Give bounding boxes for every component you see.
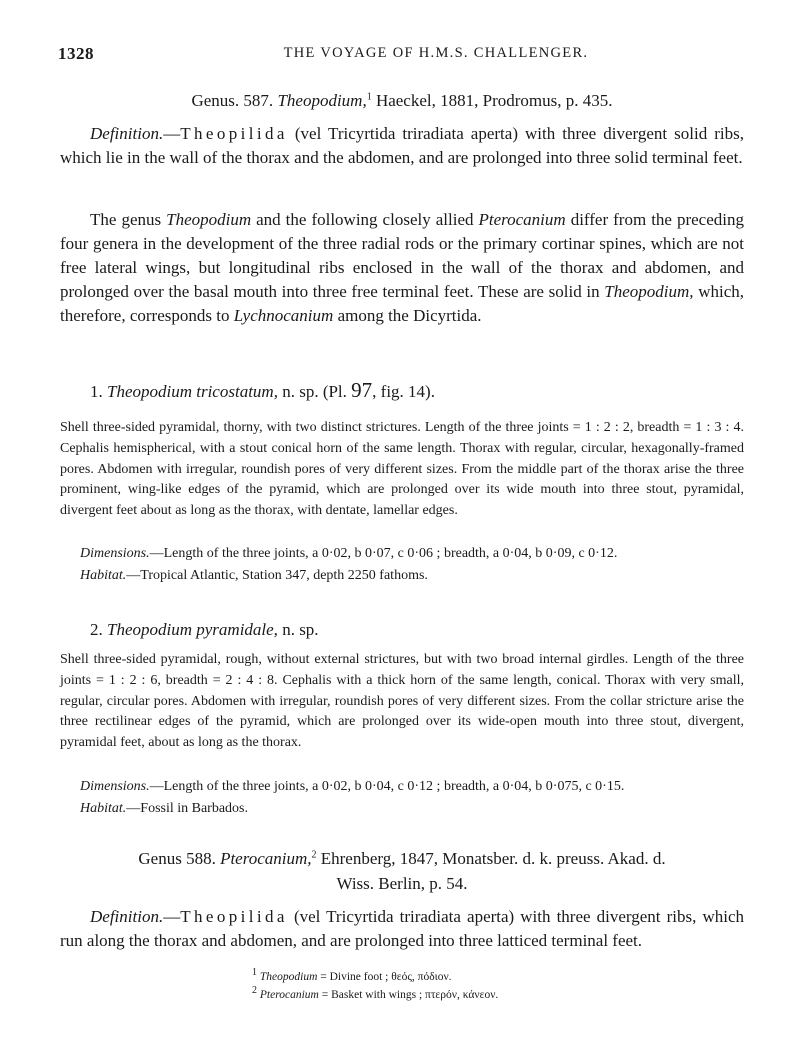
definition-label: Definition. xyxy=(90,907,164,926)
habitat-label: Habitat. xyxy=(80,801,127,816)
footnote-ref-1: 1 xyxy=(366,91,372,103)
footnote-term: Theopodium xyxy=(259,971,318,983)
genus-587-name: Theopodium, xyxy=(277,91,367,110)
genus-588-authority-line2: Wiss. Berlin, p. 54. xyxy=(336,874,468,893)
footnote-2 xyxy=(240,986,680,1004)
footnote-text: = Divine foot ; θεός, πόδιον. xyxy=(317,971,452,983)
footnote-text: = Basket with wings ; πτερόν, κάνεον. xyxy=(318,989,499,1001)
habitat-text: —Fossil in Barbados. xyxy=(126,801,249,816)
dimensions-label: Dimensions. xyxy=(80,779,150,794)
plate-number: 97 xyxy=(351,378,373,402)
discussion-text: among the Dicyrtida. xyxy=(333,306,482,325)
footnote-1 xyxy=(240,968,680,986)
genus-587-heading xyxy=(60,88,744,113)
footnotes xyxy=(240,968,680,1004)
species-1-heading xyxy=(60,378,744,404)
footnote-term: Pterocanium xyxy=(259,989,319,1001)
species-number: 2. xyxy=(90,620,107,639)
species-1-habitat xyxy=(60,566,744,587)
species-1-description: Shell three-sided pyramidal, thorny, with two distinct strictures. Length of the three joints = 1 : 2 : 2, breadth = 1 : 3 : 4. Cephalis hemispherical, with a stout conical horn of the same length. Thorax with regular, circular, hexagonally-framed pores. Abdomen with irregular, roundish pores of very different sizes. From the middle part of the thorax arise the three prominent, wing-like edges of the pyramid, which are prolonged over its wide mouth into three stout, pyramidal, divergent feet about as long as the thorax, with dentate, lamellar edges. xyxy=(60,420,744,519)
habitat-text: —Tropical Atlantic, Station 347, depth 2250 fathoms. xyxy=(126,568,428,583)
genus-587-discussion xyxy=(60,208,744,328)
genus-588-prefix: Genus 588. xyxy=(138,849,221,868)
page-number: 1328 xyxy=(58,44,94,63)
definition-family: Theopilida xyxy=(180,907,288,926)
species-1-dimensions xyxy=(60,544,744,565)
discussion-genus-name: Theopodium xyxy=(166,210,252,229)
discussion-text: The genus xyxy=(90,210,167,229)
dimensions-text: —Length of the three joints, a 0·02, b 0·07, c 0·06 ; breadth, a 0·04, b 0·09, c 0·12. xyxy=(149,546,618,561)
footnote-ref-2: 2 xyxy=(311,849,317,861)
genus-587-prefix: Genus. 587. xyxy=(191,91,278,110)
discussion-genus-name: Lychnocanium xyxy=(233,306,334,325)
running-header xyxy=(58,44,744,68)
genus-587-authority: Haeckel, 1881, Prodromus, p. 435. xyxy=(371,91,613,110)
definition-text: (vel Tricyrtida triradiata aperta) with three divergent ribs, which run along the thorax and abdomen, and are prolonged into three latticed terminal feet. xyxy=(60,907,744,950)
species-name: Theopodium pyramidale, xyxy=(107,620,278,639)
discussion-genus-name: Theopodium, xyxy=(604,282,694,301)
definition-label: Definition. xyxy=(90,124,164,143)
discussion-text: and the following closely allied xyxy=(251,210,479,229)
definition-dash: — xyxy=(163,124,181,143)
definition-family: Theopilida xyxy=(180,124,288,143)
footnote-mark: 1 xyxy=(252,967,257,979)
species-suffix: , fig. 14). xyxy=(372,382,435,401)
habitat-label: Habitat. xyxy=(80,568,127,583)
genus-587-definition xyxy=(60,122,744,170)
species-name: Theopodium tricostatum, xyxy=(107,382,278,401)
genus-588-name: Pterocanium, xyxy=(220,849,312,868)
discussion-genus-name: Pterocanium xyxy=(478,210,566,229)
species-number: 1. xyxy=(90,382,107,401)
footnote-mark: 2 xyxy=(252,985,257,997)
discussion-text: differ from the preceding four genera in the development of the three radial rods or the primary cortinar spines, which are not free lateral wings, but longitudinal ribs enclosed in the wall of the thorax and abdomen, and prolonged over the basal mouth into three free terminal feet. These are solid in xyxy=(60,210,744,301)
discussion-text: which, therefore, corresponds to xyxy=(60,282,745,325)
species-2-description: Shell three-sided pyramidal, rough, without external strictures, but with two broad internal girdles. Length of the three joints = 1 : 2 : 6, breadth = 2 : 4 : 8. Cephalis with a thick horn of the same length, conical. Thorax with very small, regular, circular pores. Abdomen with irregular, roundish pores of very different sizes. From the collar stricture arise the three rectilinear edges of the pyramid, which are prolonged over its wide-open mouth into three stout, divergent, pyramidal feet, about as long as the thorax. xyxy=(60,652,744,751)
running-title: THE VOYAGE OF H.M.S. CHALLENGER. xyxy=(283,45,589,61)
genus-588-heading xyxy=(60,846,744,896)
species-suffix: n. sp. (Pl. xyxy=(277,382,352,401)
genus-588-definition xyxy=(60,905,744,953)
dimensions-text: —Length of the three joints, a 0·02, b 0·04, c 0·12 ; breadth, a 0·04, b 0·075, c 0·15. xyxy=(149,779,625,794)
species-2-dimensions xyxy=(60,777,744,798)
genus-588-authority: Ehrenberg, 1847, Monatsber. d. k. preuss. Akad. d. xyxy=(316,849,666,868)
species-2-habitat xyxy=(60,799,744,820)
species-suffix: n. sp. xyxy=(277,620,319,639)
definition-dash: — xyxy=(163,907,181,926)
definition-text: (vel Tricyrtida triradiata aperta) with three divergent solid ribs, which lie in the wall of the thorax and the abdomen, and are prolonged into three solid terminal feet. xyxy=(60,124,744,167)
species-2-heading xyxy=(60,618,744,642)
dimensions-label: Dimensions. xyxy=(80,546,150,561)
